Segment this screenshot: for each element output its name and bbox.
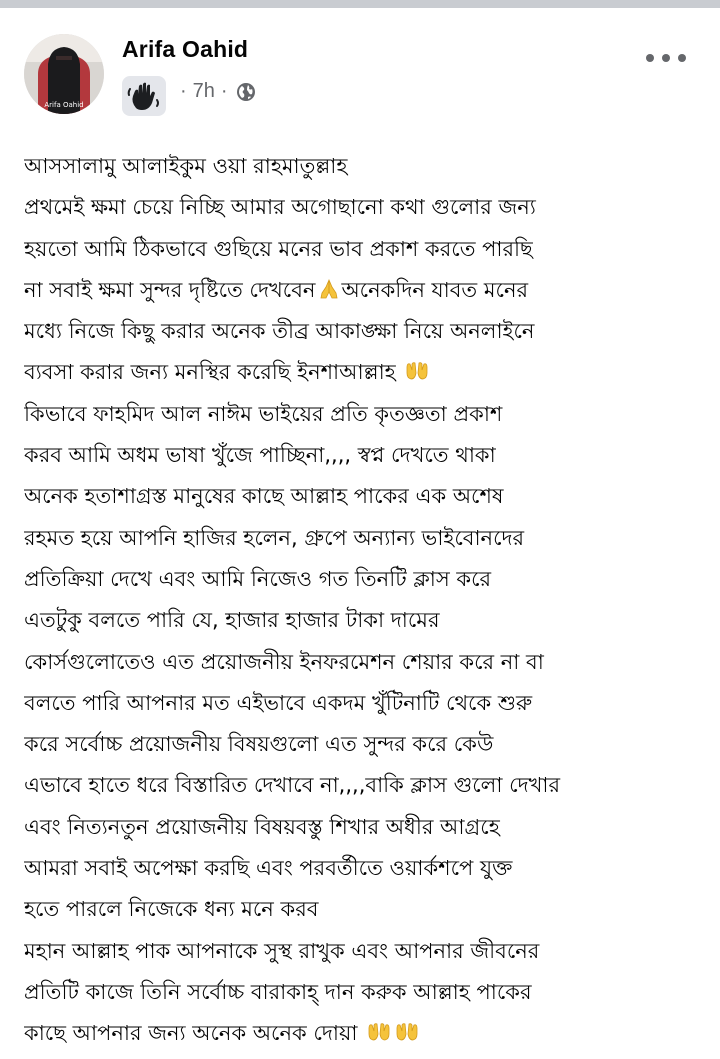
- post-line: বলতে পারি আপনার মত এইভাবে একদম খুঁটিনাটি থেকে শুরু: [24, 690, 533, 715]
- post-line: আমরা সবাই অপেক্ষা করছি এবং পরবর্তীতে ওয়ার্কশপে যুক্ত: [24, 856, 513, 881]
- post-line-segment: অনেকদিন যাবত মনের: [341, 277, 529, 302]
- post-line: এবং নিত্যনতুন প্রয়োজনীয় বিষয়বস্তু শিখার অধীর আগ্রহে: [24, 814, 500, 839]
- post-line: মহান আল্লাহ পাক আপনাকে সুস্থ রাখুক এবং আপনার জীবনের: [24, 938, 540, 963]
- post-line: করে সর্বোচ্চ প্রয়োজনীয় বিষয়গুলো এত সুন্দর করে কেউ: [24, 732, 494, 757]
- meta-separator: ·: [180, 80, 187, 102]
- post-line: প্রতিটি কাজে তিনি সর্বোচ্চ বারাকাহ্ দান করুক আল্লাহ পাকের: [24, 979, 532, 1004]
- post-text: [24, 146, 704, 1055]
- post-line: মধ্যে নিজে কিছু করার অনেক তীব্র আকাঙ্ক্ষা নিয়ে অনলাইনে: [24, 319, 535, 344]
- post-line: [24, 352, 704, 393]
- post-line: প্রথমেই ক্ষমা চেয়ে নিচ্ছি আমার অগোছানো কথা গুলোর জন্য: [24, 195, 536, 220]
- avatar[interactable]: [24, 34, 104, 114]
- post-line: রহমত হয়ে আপনি হাজির হলেন, গ্রুপে অন্যান্য ভাইবোনদের: [24, 525, 525, 550]
- post-line: অনেক হতাশাগ্রস্ত মানুষের কাছে আল্লাহ পাকের এক অশেষ: [24, 484, 504, 509]
- post-line: এভাবে হাতে ধরে বিস্তারিত দেখাবে না,,,,বাকি ক্লাস গুলো দেখার: [24, 773, 561, 798]
- post-line: আসসালামু আলাইকুম ওয়া রাহমাতুল্লাহ: [24, 154, 348, 178]
- post-line-segment: কাছে আপনার জন্য অনেক অনেক দোয়া: [24, 1021, 358, 1046]
- post-time[interactable]: 7h: [192, 80, 215, 102]
- post-line: হয়তো আমি ঠিকভাবে গুছিয়ে মনের ভাব প্রকাশ করতে পারছি: [24, 236, 533, 261]
- open-hands-icon: [404, 356, 430, 393]
- post-line-segment: ব্যবসা করার জন্য মনস্থির করেছি ইনশাআল্লাহ: [24, 360, 396, 385]
- top-divider: [0, 0, 720, 8]
- post-line: কোর্সগুলোতেও এত প্রয়োজনীয় ইনফরমেশন শেয়ার করে না বা: [24, 649, 544, 674]
- open-hands-icon: [394, 1017, 420, 1054]
- folded-hands-icon: [317, 274, 341, 311]
- post-line: এতটুকু বলতে পারি যে, হাজার হাজার টাকা দামের: [24, 608, 440, 633]
- post-line: প্রতিক্রিয়া দেখে এবং আমি নিজেও গত তিনটি ক্লাস করে: [24, 566, 492, 591]
- post-header: [0, 8, 720, 118]
- meta-separator: ·: [220, 80, 228, 102]
- post-line: [24, 1013, 704, 1054]
- more-dot: [678, 54, 686, 62]
- more-dot: [646, 54, 654, 62]
- post-line-segment: না সবাই ক্ষমা সুন্দর দৃষ্টিতে দেখবেন: [24, 277, 316, 302]
- post-line: কিভাবে ফাহমিদ আল নাঈম ভাইয়ের প্রতি কৃতজ্ঞতা প্রকাশ: [24, 401, 503, 426]
- more-dot: [662, 54, 670, 62]
- post-line: [24, 270, 704, 311]
- more-options-icon[interactable]: [646, 48, 686, 68]
- waving-hand-icon[interactable]: [122, 76, 166, 116]
- globe-icon[interactable]: [236, 82, 256, 102]
- open-hands-icon: [366, 1017, 392, 1054]
- avatar-caption: Arifa Oahid: [44, 101, 84, 109]
- post-line: হতে পারলে নিজেকে ধন্য মনে করব: [24, 897, 319, 922]
- author-name[interactable]: Arifa Oahid: [122, 36, 249, 62]
- post-meta: [174, 80, 256, 103]
- post-line: করব আমি অধম ভাষা খুঁজে পাচ্ছিনা,,,, স্বপ্ন দেখতে থাকা: [24, 443, 496, 468]
